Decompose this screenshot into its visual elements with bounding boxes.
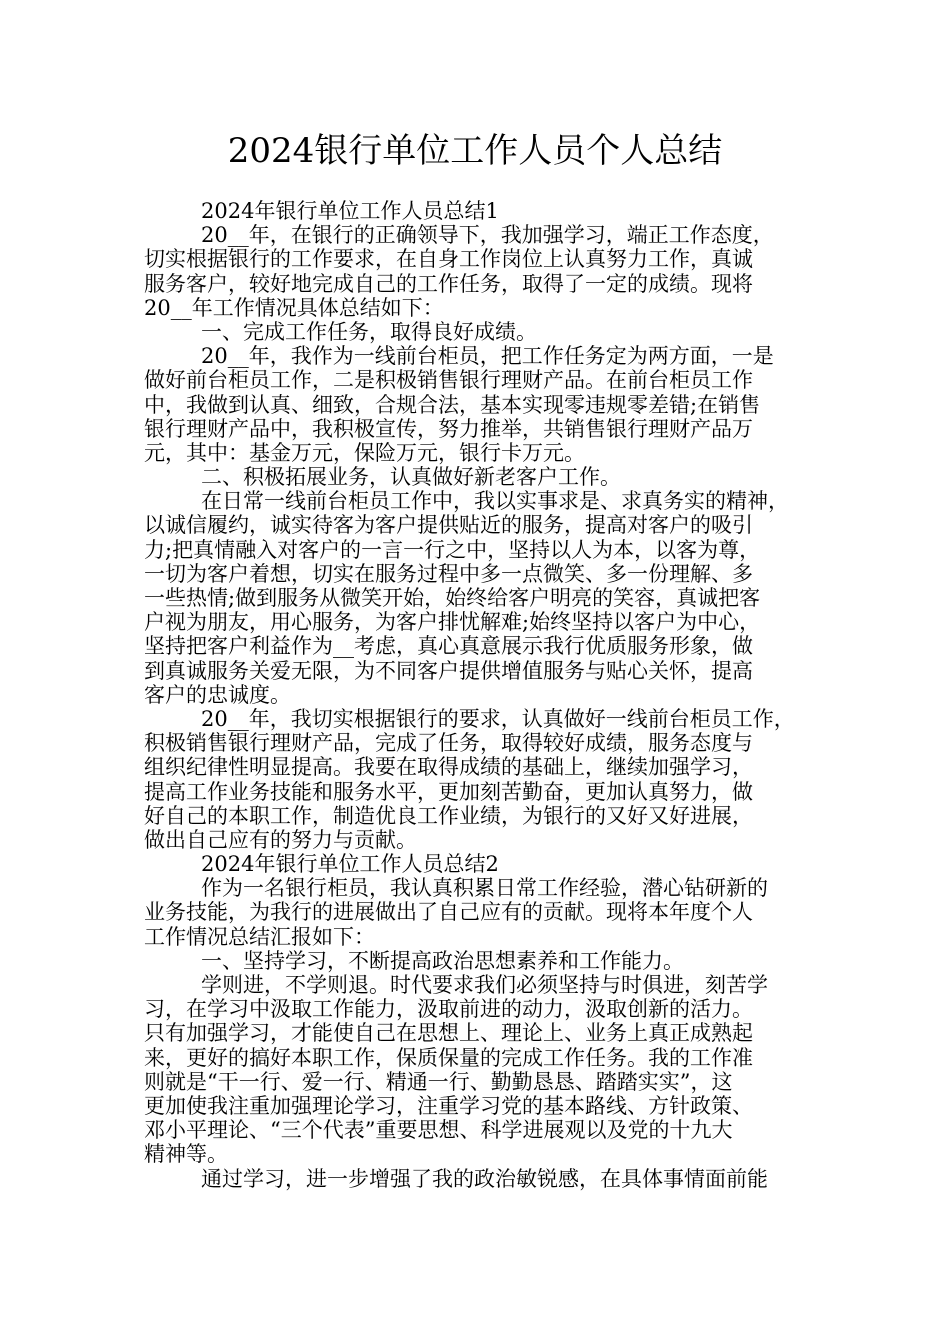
text-line: 服务客户，较好地完成自己的工作任务，取得了一定的成绩。现将 <box>144 271 753 296</box>
text-line: 一些热情;做到服务从微笑开始，始终给客户明亮的笑容，真诚把客 <box>144 586 761 610</box>
text-line: 切实根据银行的工作要求，在自身工作岗位上认真努力工作，真诚 <box>144 247 753 272</box>
text-line: 通过学习，进一步增强了我的政治敏锐感，在具体事情面前能 <box>201 1166 768 1191</box>
text-line: 坚持把客户利益作为__考虑，真心真意展示我行优质服务形象，做 <box>144 634 753 659</box>
text-line: 提高工作业务技能和服务水平，更加刻苦勤奋，更加认真努力，做 <box>144 779 753 804</box>
text-line: 工作情况总结汇报如下： <box>144 924 375 949</box>
text-line: 做好前台柜员工作，二是积极销售银行理财产品。在前台柜员工作 <box>144 368 753 393</box>
text-line: 作为一名银行柜员，我认真积累日常工作经验，潜心钻研新的 <box>201 876 768 901</box>
text-line: 组织纪律性明显提高。我要在取得成绩的基础上，继续加强学习， <box>144 755 753 780</box>
text-line: 学则进，不学则退。时代要求我们必须坚持与时俱进，刻苦学 <box>201 973 768 997</box>
text-line: 元，其中：基金万元，保险万元，银行卡万元。 <box>144 440 585 465</box>
text-line: 中，我做到认真、细致，合规合法，基本实现零违规零差错;在销售 <box>144 392 761 417</box>
text-line: 户视为朋友，用心服务，为客户排忧解难;始终坚持以客户为中心， <box>144 610 761 635</box>
text-line: 二、积极拓展业务，认真做好新老客户工作。 <box>201 465 621 490</box>
text-line: 来，更好的搞好本职工作，保质保量的完成工作任务。我的工作准 <box>144 1045 753 1070</box>
text-line: 做出自己应有的努力与贡献。 <box>144 827 417 852</box>
text-line: 银行理财产品中，我积极宣传，努力推举，共销售银行理财产品万 <box>144 416 753 441</box>
text-line: 则就是“干一行、爱一行、精通一行、勤勤恳恳、踏踏实实”，这 <box>144 1069 733 1094</box>
text-line: 一、坚持学习，不断提高政治思想素养和工作能力。 <box>201 948 684 973</box>
text-line: 积极销售银行理财产品，完成了任务，取得较好成绩，服务态度与 <box>144 731 753 756</box>
page-title: 2024银行单位工作人员个人总结 <box>227 131 723 171</box>
text-line: 一、完成工作任务，取得良好成绩。 <box>201 319 537 344</box>
text-line: 到真诚服务关爱无限，为不同客户提供增值服务与贴心关怀，提高 <box>144 658 753 683</box>
text-line: 以诚信履约，诚实待客为客户提供贴近的服务，提高对客户的吸引 <box>144 513 753 538</box>
text-line: 一切为客户着想，切实在服务过程中多一点微笑、多一份理解、多 <box>144 561 753 586</box>
document-body <box>144 199 812 1191</box>
text-line: 好自己的本职工作，制造优良工作业绩，为银行的又好又好进展， <box>144 803 753 828</box>
text-line: 20__年，在银行的正确领导下，我加强学习，端正工作态度， <box>201 223 774 248</box>
text-line: 更加使我注重加强理论学习，注重学习党的基本路线、方针政策、 <box>144 1093 753 1118</box>
text-line: 客户的忠诚度。 <box>144 682 291 707</box>
text-line: 邓小平理论、“三个代表”重要思想、科学进展观以及党的十九大 <box>144 1118 733 1143</box>
text-line: 业务技能，为我行的进展做出了自己应有的贡献。现将本年度个人 <box>144 900 753 925</box>
text-line: 力;把真情融入对客户的一言一行之中，坚持以人为本，以客为尊， <box>144 537 761 562</box>
text-line: 20__年工作情况具体总结如下： <box>144 295 444 320</box>
text-line: 20__年，我切实根据银行的要求，认真做好一线前台柜员工作， <box>201 706 795 731</box>
text-line: 2024年银行单位工作人员总结2 <box>201 852 499 877</box>
text-line: 在日常一线前台柜员工作中，我以实事求是、求真务实的精神， <box>201 489 789 514</box>
text-line: 2024年银行单位工作人员总结1 <box>201 199 499 223</box>
text-line: 习，在学习中汲取工作能力，汲取前进的动力，汲取创新的活力。 <box>144 997 753 1022</box>
text-line: 只有加强学习，才能使自己在思想上、理论上、业务上真正成熟起 <box>144 1021 753 1046</box>
text-line: 精神等。 <box>144 1142 228 1167</box>
text-line: 20__年，我作为一线前台柜员，把工作任务定为两方面，一是 <box>201 344 774 369</box>
